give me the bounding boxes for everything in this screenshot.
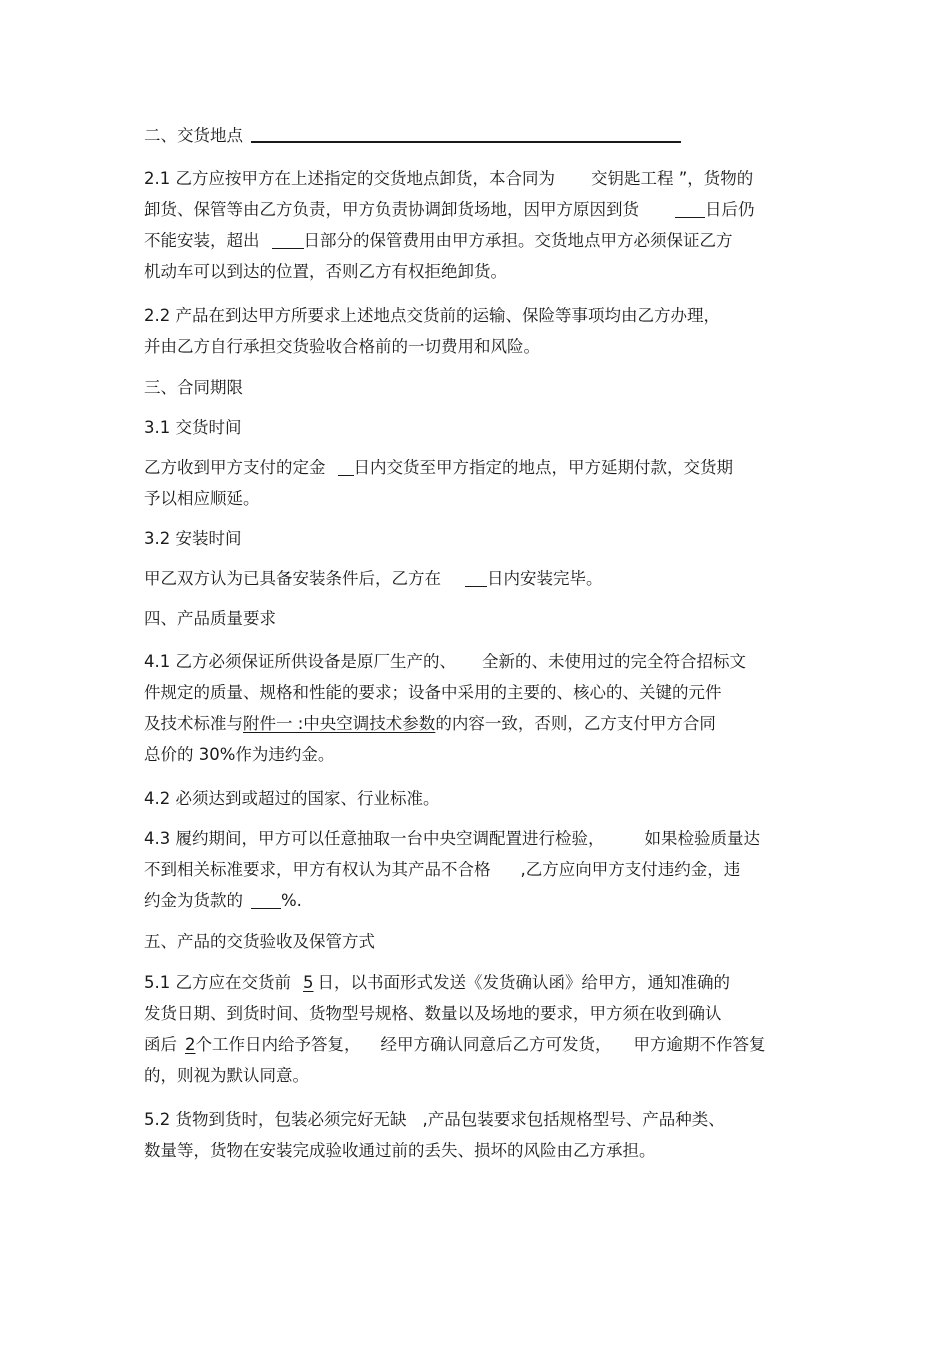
clause-text: 件规定的质量、规格和性能的要求；设备中采用的主要的、核心的、关键的元件: [144, 683, 722, 702]
clause-text: 不能安装，超出: [144, 231, 260, 250]
clause-heading: 3.1 交货时间: [144, 418, 242, 437]
clause-4-3: [144, 823, 824, 916]
clause-text: 并由乙方自行承担交货验收合格前的一切费用和风险。: [144, 337, 540, 356]
clause-text: 予以相应顺延。: [144, 489, 260, 508]
clause-4-2: [144, 783, 824, 814]
delivery-location-blank: [251, 121, 681, 143]
blank-field: [272, 228, 304, 249]
clause-text: 甲乙双方认为已具备安装条件后，乙方在: [144, 569, 441, 588]
clause-5-1: [144, 967, 824, 1091]
clause-text: 交钥匙工程 ”，货物的: [591, 169, 754, 188]
reply-working-days: 2: [185, 1035, 196, 1054]
clause-text: 日后仍: [705, 200, 755, 219]
clause-text: 如果检验质量达: [644, 829, 760, 848]
blank-field: [465, 566, 487, 587]
clause-text: 机动车可以到达的位置，否则乙方有权拒绝卸货。: [144, 262, 507, 281]
clause-2-1: [144, 163, 824, 287]
clause-text: 的，则视为默认同意。: [144, 1066, 309, 1085]
clause-text: 卸货、保管等由乙方负责，甲方负责协调卸货场地，因甲方原因到货: [144, 200, 639, 219]
blank-field: [675, 197, 705, 218]
section-heading: 五、产品的交货验收及保管方式: [144, 932, 375, 951]
clause-text: 经甲方确认同意后乙方可发货，: [380, 1035, 612, 1054]
clause-3-2-heading: [144, 523, 824, 554]
clause-text: 日内交货至甲方指定的地点，甲方延期付款，交货期: [353, 458, 733, 477]
days-before-delivery: 5: [303, 973, 314, 992]
clause-text: ,产品包装要求包括规格型号、产品种类、: [422, 1110, 725, 1129]
blank-field: [251, 888, 281, 909]
clause-text: 及技术标准与: [144, 714, 243, 733]
clause-text: 5.2 货物到货时，包装必须完好无缺: [144, 1110, 407, 1129]
annex-reference: 附件一 :中央空调技术参数: [243, 714, 436, 733]
clause-text: 发货日期、到货时间、货物型号规格、数量以及场地的要求，甲方须在收到确认: [144, 1004, 722, 1023]
section-4-heading: [144, 603, 824, 634]
section-5-heading: [144, 926, 824, 957]
clause-text: 4.2 必须达到或超过的国家、行业标准。: [144, 789, 440, 808]
clause-text: %.: [281, 891, 302, 910]
clause-text: 4.3 履约期间，甲方可以任意抽取一台中央空调配置进行检验，: [144, 829, 605, 848]
clause-text: 日内安装完毕。: [487, 569, 603, 588]
section-3-heading: [144, 372, 824, 403]
section-heading: 四、产品质量要求: [144, 609, 276, 628]
section-2-heading-line: [144, 120, 824, 151]
clause-3-1: [144, 452, 824, 514]
clause-text: 日部分的保管费用由甲方承担。交货地点甲方必须保证乙方: [303, 231, 733, 250]
clause-text: 乙方收到甲方支付的定金: [144, 458, 326, 477]
clause-text: 甲方逾期不作答复: [633, 1035, 766, 1054]
clause-text: 4.1 乙方必须保证所供设备是原厂生产的、: [144, 652, 456, 671]
clause-text: ,乙方应向甲方支付违约金，违: [520, 860, 741, 879]
clause-text: 5.1 乙方应在交货前: [144, 973, 291, 992]
blank-field: [338, 455, 354, 476]
clause-text: 2.2 产品在到达甲方所要求上述地点交货前的运输、保险等事项均由乙方办理，: [144, 306, 720, 325]
clause-text: 数量等，货物在安装完成验收通过前的丢失、损坏的风险由乙方承担。: [144, 1141, 656, 1160]
section-heading: 二、交货地点: [144, 126, 243, 145]
clause-2-2: [144, 300, 824, 362]
clause-text: 不到相关标准要求，甲方有权认为其产品不合格: [144, 860, 491, 879]
clause-text: 日，以书面形式发送《发货确认函》给甲方，通知准确的: [317, 973, 730, 992]
clause-text: 约金为货款的: [144, 891, 243, 910]
clause-text: 2.1 乙方应按甲方在上述指定的交货地点卸货，本合同为: [144, 169, 555, 188]
clause-3-2: [144, 563, 824, 594]
clause-text: 的内容一致，否则，乙方支付甲方合同: [435, 714, 716, 733]
section-heading: 三、合同期限: [144, 378, 243, 397]
clause-text: 总价的 30%作为违约金。: [144, 745, 335, 764]
clause-3-1-heading: [144, 412, 824, 443]
clause-4-1: [144, 646, 824, 770]
clause-5-2: [144, 1104, 824, 1166]
clause-text: 个工作日内给予答复，: [195, 1035, 361, 1054]
clause-text: 函后: [144, 1035, 177, 1054]
clause-text: 全新的、未使用过的完全符合招标文: [482, 652, 746, 671]
clause-heading: 3.2 安装时间: [144, 529, 242, 548]
